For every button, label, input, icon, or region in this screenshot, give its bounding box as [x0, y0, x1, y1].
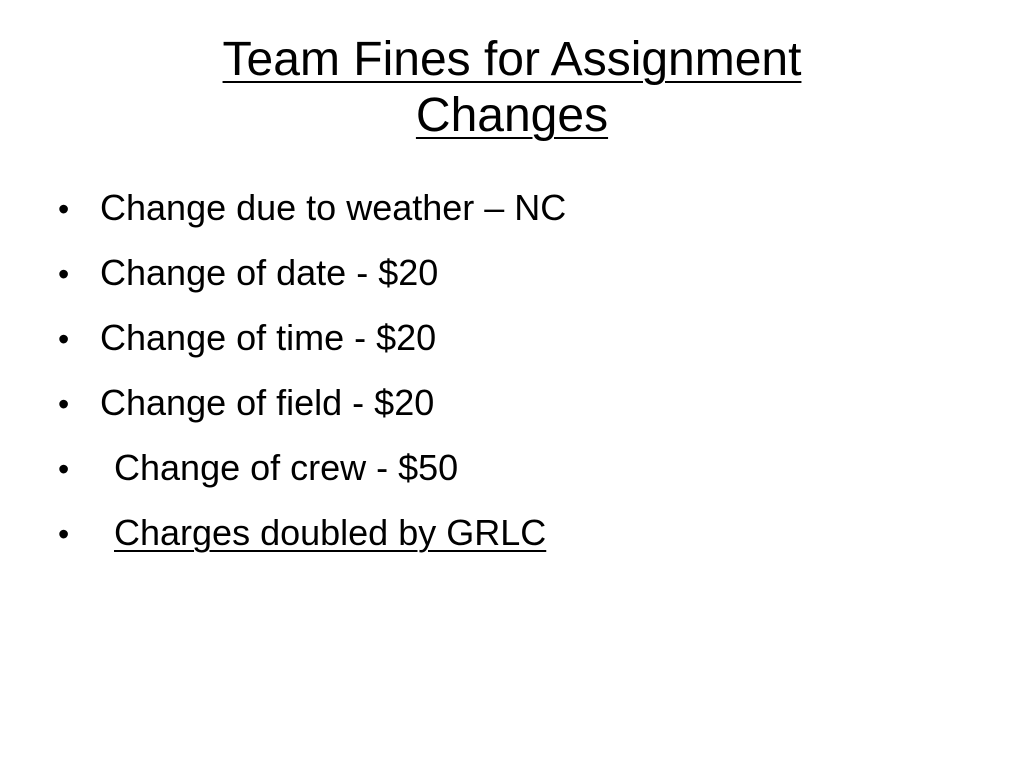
bullet-text: Change of crew - $50 — [114, 447, 459, 488]
bullet-text: Change of date - $20 — [100, 252, 439, 293]
bullet-item-field — [58, 381, 566, 446]
bullet-text: Change due to weather – NC — [100, 187, 567, 228]
bullet-icon: • — [58, 191, 70, 227]
bullet-item-crew — [58, 446, 566, 511]
bullet-item-weather — [58, 186, 566, 251]
bullet-icon: • — [58, 256, 70, 292]
title-line-2: Changes — [415, 89, 609, 142]
bullet-icon: • — [58, 386, 70, 422]
bullet-item-date — [58, 251, 566, 316]
bullet-text: Change of time - $20 — [100, 317, 437, 358]
bullet-item-time — [58, 316, 566, 381]
bullet-text: Charges doubled by GRLC — [114, 512, 547, 553]
bullet-icon: • — [58, 451, 70, 487]
title-line-1: Team Fines for Assignment — [222, 33, 802, 86]
bullet-icon: • — [58, 321, 70, 357]
bullet-text: Change of field - $20 — [100, 382, 435, 423]
bullet-list — [58, 186, 566, 576]
bullet-icon: • — [58, 516, 70, 552]
bullet-item-charges-doubled — [58, 511, 566, 576]
slide-title — [0, 32, 1024, 144]
